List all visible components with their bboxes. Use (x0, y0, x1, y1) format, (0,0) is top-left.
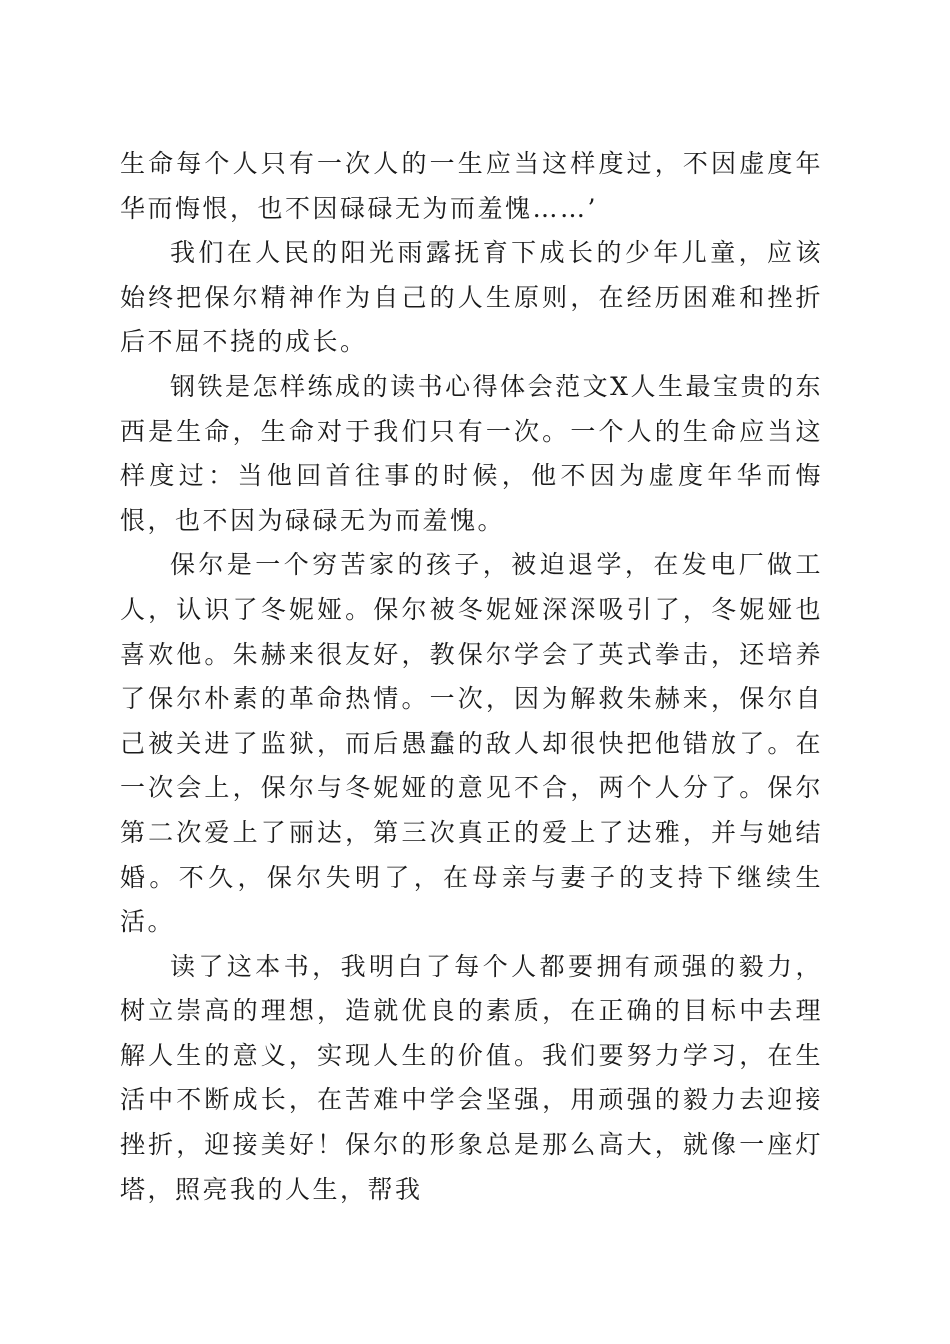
paragraph: 钢铁是怎样练成的读书心得体会范文X人生最宝贵的东西是生命，生命对于我们只有一次。一个人的生命应当这样度过：当他回首往事的时候，他不因为虚度年华而悔恨，也不因为碌碌无为而羞愧。 (120, 371, 823, 535)
document-body (120, 142, 823, 1212)
paragraph-continuation: 生命每个人只有一次人的一生应当这样度过，不因虚度年华而悔恨，也不因碌碌无为而羞愧……’ (120, 149, 823, 223)
paragraph: 读了这本书，我明白了每个人都要拥有顽强的毅力，树立崇高的理想，造就优良的素质，在正确的目标中去理解人生的意义，实现人生的价值。我们要努力学习，在生活中不断成长，在苦难中学会坚强，用顽强的毅力去迎接挫折，迎接美好！保尔的形象总是那么高大，就像一座灯塔，照亮我的人生，帮我 (120, 951, 823, 1204)
paragraph: 我们在人民的阳光雨露抚育下成长的少年儿童，应该始终把保尔精神作为自己的人生原则，在经历困难和挫折后不屈不挠的成长。 (120, 238, 823, 357)
paragraph: 保尔是一个穷苦家的孩子，被迫退学，在发电厂做工人，认识了冬妮娅。保尔被冬妮娅深深吸引了，冬妮娅也喜欢他。朱赫来很友好，教保尔学会了英式拳击，还培养了保尔朴素的革命热情。一次，因为解救朱赫来，保尔自己被关进了监狱，而后愚蠢的敌人却很快把他错放了。在一次会上，保尔与冬妮娅的意见不合，两个人分了。保尔第二次爱上了丽达，第三次真正的爱上了达雅，并与她结婚。不久，保尔失明了，在母亲与妻子的支持下继续生活。 (120, 550, 823, 937)
